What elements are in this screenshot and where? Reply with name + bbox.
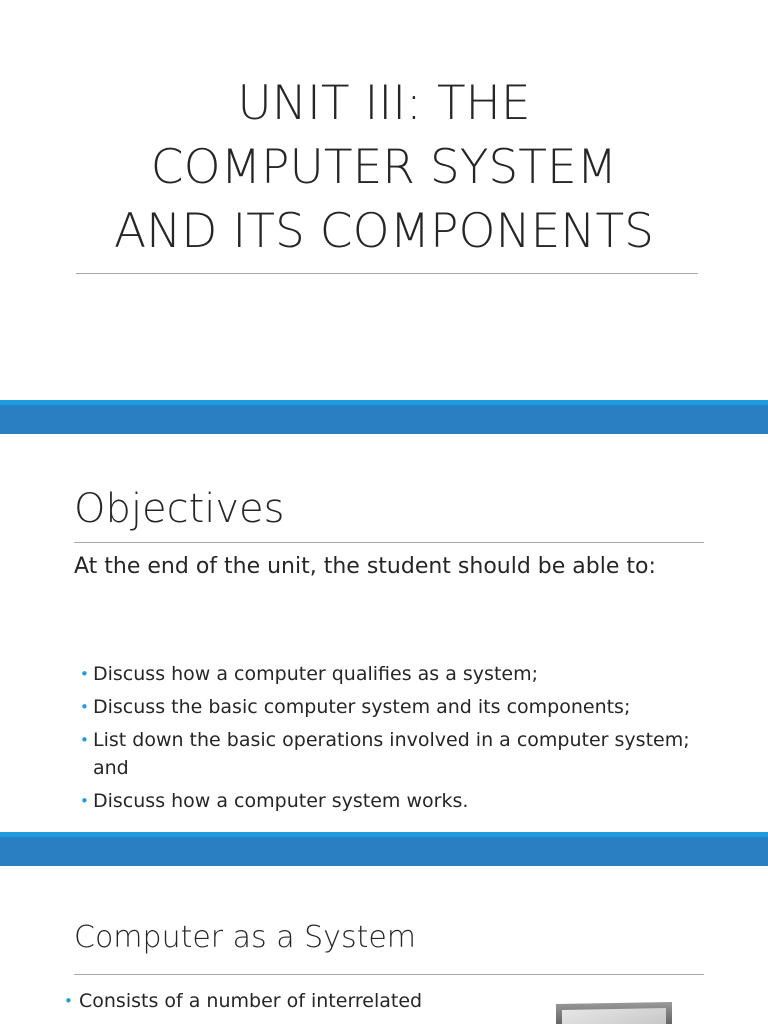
computer-system-heading: Computer as a System <box>74 920 417 955</box>
title-slide <box>0 0 768 400</box>
list-item <box>78 693 708 721</box>
title-divider <box>76 273 698 274</box>
objectives-list <box>78 660 708 820</box>
slide-separator-band <box>0 832 768 866</box>
separator-top-line <box>0 400 768 405</box>
bullet-icon: • <box>80 665 89 683</box>
objectives-heading: Objectives <box>74 486 285 532</box>
bullet-icon: • <box>80 792 89 810</box>
objective-text: Discuss how a computer system works. <box>93 790 469 812</box>
computer-system-text: Consists of a number of interrelated <box>79 990 423 1012</box>
list-item <box>78 660 708 688</box>
computer-system-slide <box>0 866 768 1024</box>
objective-text: Discuss how a computer qualifies as a system; <box>93 663 538 685</box>
list-item <box>62 986 522 1016</box>
list-item <box>78 726 708 782</box>
objective-text: List down the basic operations involved in a computer system; and <box>93 729 690 779</box>
objectives-divider <box>74 542 704 543</box>
computer-monitor-image <box>554 1002 674 1024</box>
computer-system-list <box>62 986 522 1016</box>
separator-top-line <box>0 832 768 837</box>
objective-text: Discuss the basic computer system and its components; <box>93 696 631 718</box>
slide-separator-band <box>0 400 768 434</box>
objectives-slide <box>0 434 768 832</box>
bullet-icon: • <box>64 992 73 1010</box>
objectives-intro: At the end of the unit, the student should be able to: <box>74 554 656 579</box>
list-item <box>78 787 708 815</box>
bullet-icon: • <box>80 731 89 749</box>
unit-title: UNIT III: THE COMPUTER SYSTEM AND ITS COMPONENTS <box>113 76 655 259</box>
bullet-icon: • <box>80 698 89 716</box>
computer-system-divider <box>74 974 704 975</box>
